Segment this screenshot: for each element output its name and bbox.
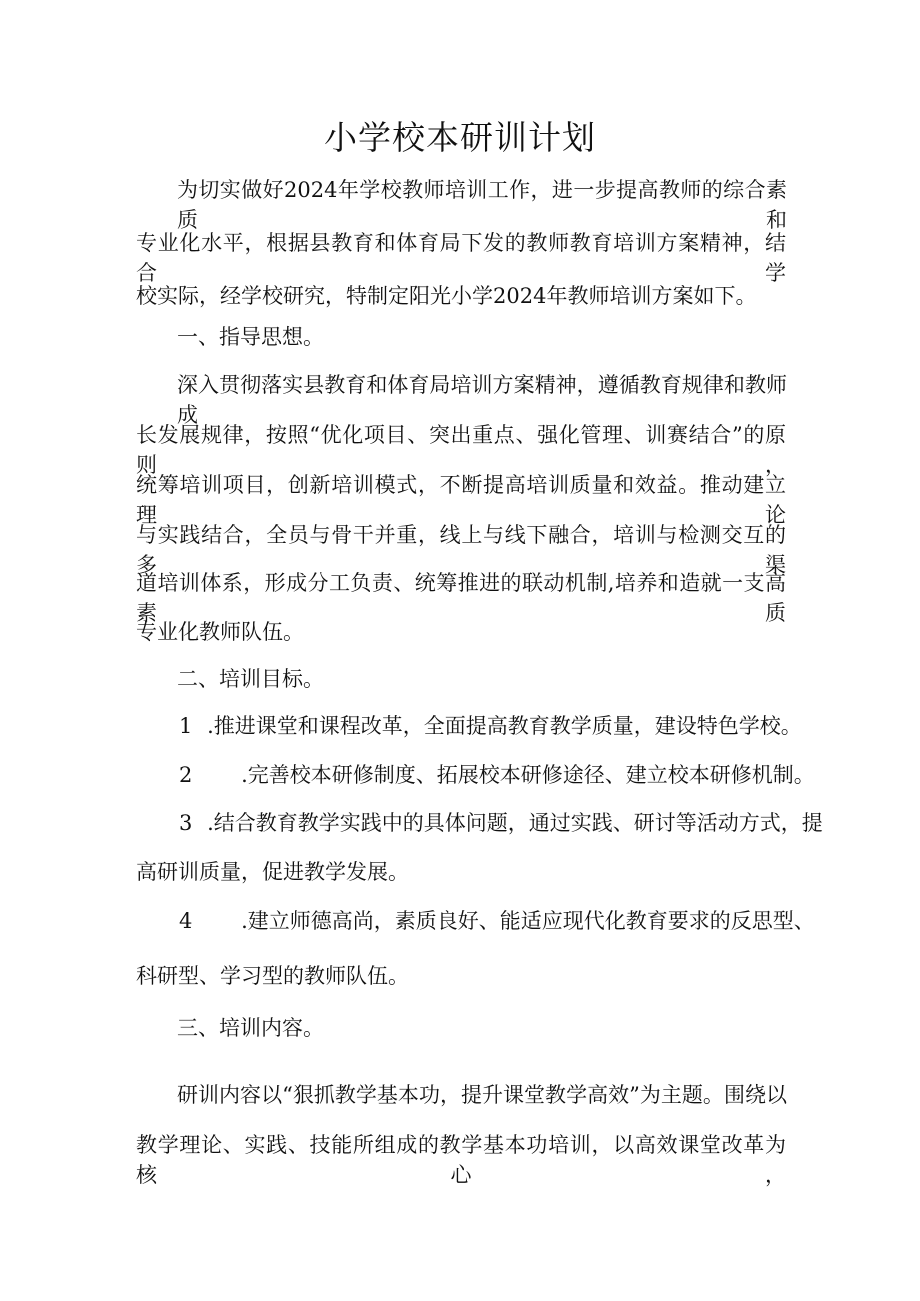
intro-line-2: 专业化水平，根据县教育和体育局下发的教师教育培训方案精神，结合学 <box>136 231 786 285</box>
goal-text: .结合教育教学实践中的具体问题，通过实践、研讨等活动方式，提 <box>207 811 823 835</box>
goal-item-4-line-2: 科研型、学习型的教师队伍。 <box>136 964 409 988</box>
intro-line-3: 校实际，经学校研究，特制定阳光小学2024年教师培训方案如下。 <box>136 284 757 308</box>
goal-item-2 <box>179 760 815 790</box>
goal-item-3-line-2: 高研训质量，促进教学发展。 <box>136 860 409 884</box>
section1-line-3: 统筹培训项目，创新培训模式，不断提高培训质量和效益。推动建立理论 <box>136 473 786 527</box>
goal-item-3-line-1 <box>179 808 823 838</box>
goal-text: .建立师德高尚，素质良好、能适应现代化教育要求的反思型、 <box>241 909 815 933</box>
section3-line-2: 教学理论、实践、技能所组成的教学基本功培训，以高效课堂改革为核心， <box>136 1133 786 1187</box>
section-heading-training-content: 三、培训内容。 <box>177 1016 324 1040</box>
goal-text: .推进课堂和课程改革，全面提高教育教学质量，建设特色学校。 <box>207 714 802 738</box>
section3-line-1: 研训内容以“狠抓教学基本功，提升课堂教学高效”为主题。围绕以 <box>177 1083 787 1107</box>
goal-number: 2 <box>179 763 193 787</box>
section1-line-4: 与实践结合，全员与骨干并重，线上与线下融合，培训与检测交互的多渠 <box>136 523 786 577</box>
intro-line-1: 为切实做好2024年学校教师培训工作，进一步提高教师的综合素质和 <box>177 178 787 232</box>
section1-line-6: 专业化教师队伍。 <box>136 620 304 644</box>
section1-line-2: 长发展规律，按照“优化项目、突出重点、强化管理、训赛结合”的原则， <box>136 423 786 477</box>
goal-number: 4 <box>179 909 193 933</box>
section-heading-training-goals: 二、培训目标。 <box>177 667 324 691</box>
section1-line-1: 深入贯彻落实县教育和体育局培训方案精神，遵循教育规律和教师成 <box>177 373 787 427</box>
goal-number: 3 <box>179 811 193 835</box>
page-title: 小学校本研训计划 <box>324 118 596 157</box>
goal-number: 1 <box>179 714 193 738</box>
goal-item-4-line-1 <box>179 906 815 936</box>
goal-item-1 <box>179 711 802 741</box>
section-heading-guiding-ideology: 一、指导思想。 <box>177 325 324 349</box>
section1-line-5: 道培训体系，形成分工负责、统筹推进的联动机制,培养和造就一支高素质 <box>136 571 786 625</box>
goal-text: .完善校本研修制度、拓展校本研修途径、建立校本研修机制。 <box>241 763 815 787</box>
